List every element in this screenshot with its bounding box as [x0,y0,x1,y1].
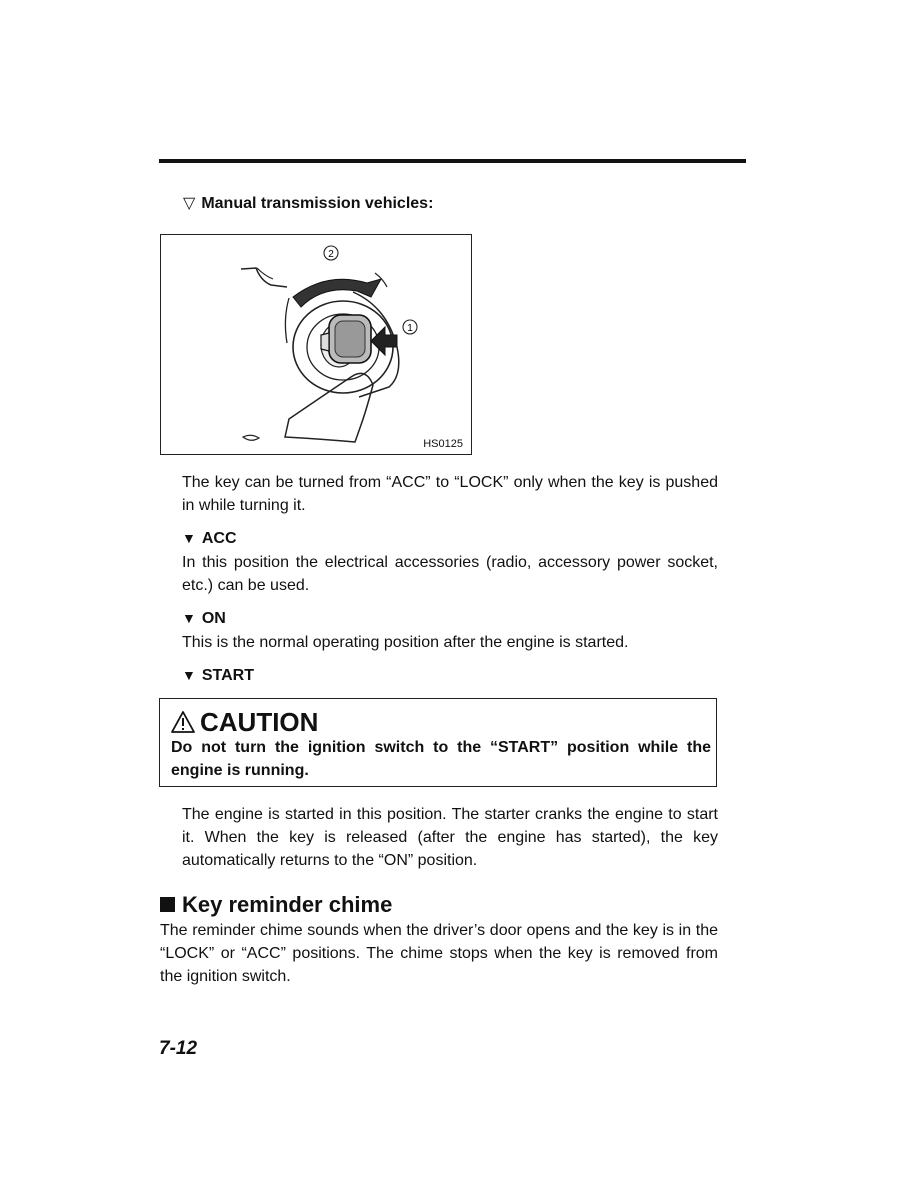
page-number: 7-12 [159,1038,198,1059]
caution-text: Do not turn the ignition switch to the “START” position while the engine is running. [171,739,711,779]
filled-triangle-icon: ▼ [182,667,196,683]
warning-triangle-icon [170,710,196,734]
ignition-illustration [160,234,472,455]
filled-triangle-icon: ▼ [182,530,196,546]
position-title-acc: ▼ ACC [182,530,237,547]
intro-paragraph: The key can be turned from “ACC” to “LOCK” only when the key is pushed in while turning it. [182,474,718,514]
ignition-key-drawing [161,235,473,456]
section-heading: Key reminder chime [160,892,392,918]
subheading-text: Manual transmission vehicles: [201,195,434,212]
position-text-on: This is the normal operating position after the engine is started. [182,634,629,651]
section-paragraph: The reminder chime sounds when the driver’s door opens and the key is in the “LOCK” or “ACC” positions. The chime stops when the key is removed from the ignition switch. [160,922,718,985]
open-triangle-icon: ▽ [183,195,196,212]
caution-box [159,698,717,787]
callout-2: 2 [328,249,334,260]
position-title-on: ▼ ON [182,610,226,627]
callout-1: 1 [407,323,413,334]
header-rule [159,159,746,163]
square-bullet-icon [160,897,175,912]
subheading [183,193,433,213]
position-text-start: The engine is started in this position. The starter cranks the engine to start it. When the key is released (after the engine has started), the key automatically returns to the “ON” position. [182,806,718,869]
position-text-acc: In this position the electrical accessories (radio, accessory power socket, etc.) can be used. [182,554,718,594]
figure-code: HS0125 [423,438,463,450]
position-title-start: ▼ START [182,667,254,684]
filled-triangle-icon: ▼ [182,610,196,626]
caution-heading: CAUTION [170,707,318,738]
